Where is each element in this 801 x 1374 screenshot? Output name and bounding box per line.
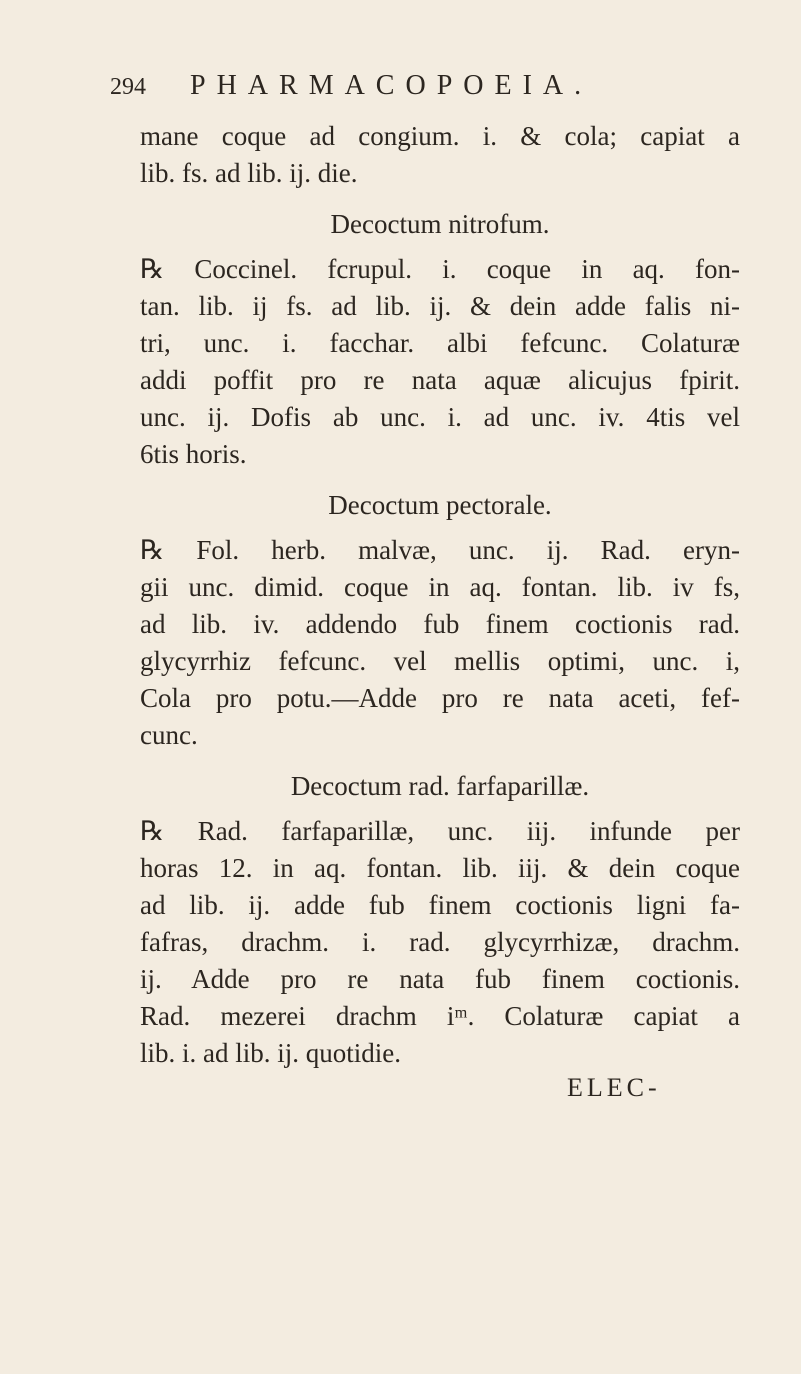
page-number: 294 — [110, 74, 146, 100]
text-line: lib. i. ad lib. ij. quotidie. — [140, 1038, 401, 1068]
text-line: horas 12. in aq. fontan. lib. iij. & dein coque — [140, 853, 740, 883]
running-header — [110, 70, 592, 102]
section-heading: Decoctum rad. farfaparillæ. — [290, 771, 590, 801]
text-line: fafras, drachm. i. rad. glycyrrhizæ, drachm. — [140, 927, 740, 957]
text-line: tri, unc. i. facchar. albi fefcunc. Colaturæ — [140, 328, 740, 358]
section-heading: Decoctum pectorale. — [328, 490, 552, 520]
text-line: cunc. — [140, 720, 198, 750]
text-line: unc. ij. Dofis ab unc. i. ad unc. iv. 4tis vel — [140, 402, 740, 432]
text-line: mane coque ad congium. i. & cola; capiat a — [140, 121, 740, 151]
text-line: addi poffit pro re nata aquæ alicujus fpirit. — [140, 365, 740, 395]
text-line: gii unc. dimid. coque in aq. fontan. lib. iv fs, — [140, 572, 740, 602]
text-line: ℞ Coccinel. fcrupul. i. coque in aq. fon- — [140, 254, 740, 284]
text-line: ij. Adde pro re nata fub finem coctionis. — [140, 964, 740, 994]
text-line: ℞ Rad. farfaparillæ, unc. iij. infunde per — [140, 816, 740, 846]
catchword: ELEC- — [567, 1073, 661, 1102]
running-title: PHARMACOPOEIA. — [190, 70, 593, 101]
text-line: glycyrrhiz fefcunc. vel mellis optimi, unc. i, — [140, 646, 740, 676]
text-line: Rad. mezerei drachm iᵐ. Colaturæ capiat a — [140, 1001, 740, 1031]
text-line: ℞ Fol. herb. malvæ, unc. ij. Rad. eryn- — [140, 535, 740, 565]
text-line: lib. fs. ad lib. ij. die. — [140, 158, 358, 188]
section-heading: Decoctum nitrofum. — [330, 209, 550, 239]
text-line: Cola pro potu.—Adde pro re nata aceti, fef- — [140, 683, 740, 713]
text-line: ad lib. ij. adde fub finem coctionis ligni fa- — [140, 890, 740, 920]
text-line: ad lib. iv. addendo fub finem coctionis rad. — [140, 609, 740, 639]
text-line: 6tis horis. — [140, 439, 247, 469]
text-line: tan. lib. ij fs. ad lib. ij. & dein adde falis ni- — [140, 291, 740, 321]
page-body — [140, 118, 740, 1072]
